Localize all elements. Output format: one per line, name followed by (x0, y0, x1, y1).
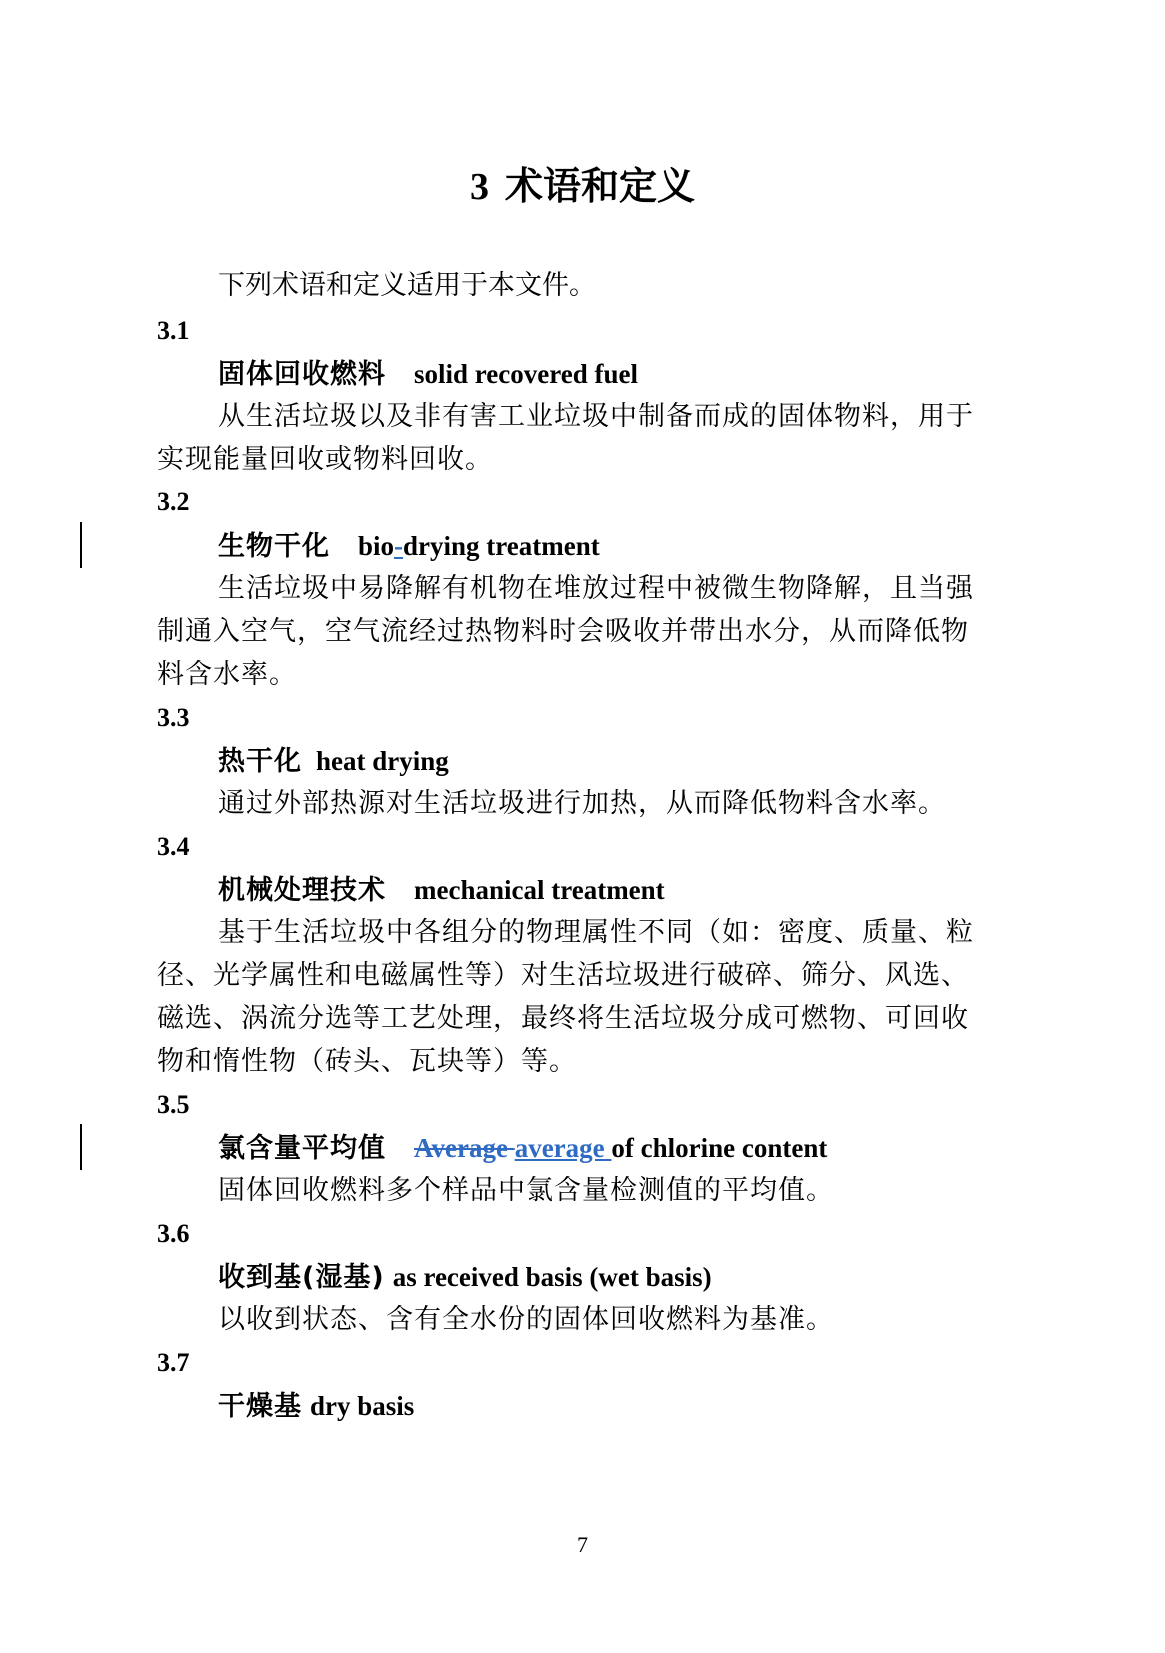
term-english: as received basis (wet basis) (392, 1262, 712, 1292)
page-number: 7 (577, 1532, 588, 1557)
term-heading (218, 1257, 712, 1298)
term-number: 3.5 (157, 1090, 190, 1119)
term-definition: 生活垃圾中易降解有机物在堆放过程中被微生物降解，且当强 (218, 573, 974, 604)
term-number: 3.6 (157, 1219, 190, 1248)
term-heading (218, 354, 638, 395)
term-english: heat drying (316, 746, 449, 776)
term-english-part: bio (358, 531, 395, 561)
term-english: solid recovered fuel (414, 359, 638, 389)
term-chinese: 生物干化 (218, 531, 330, 562)
term-english (358, 531, 600, 561)
term-english: mechanical treatment (414, 875, 665, 905)
term-definition: 通过外部热源对生活垃圾进行加热，从而降低物料含水率。 (218, 788, 946, 819)
term-chinese: 干燥基 (218, 1391, 302, 1422)
term-chinese: 热干化 (218, 746, 302, 777)
term-heading (218, 870, 665, 911)
term-heading (218, 741, 449, 782)
inserted-text: average (514, 1133, 612, 1163)
term-definition: 制通入空气，空气流经过热物料时会吸收并带出水分，从而降低物 (157, 616, 969, 647)
term-definition: 径、光学属性和电磁属性等）对生活垃圾进行破碎、筛分、风选、 (157, 960, 969, 991)
change-bar (80, 1124, 82, 1170)
term-definition: 以收到状态、含有全水份的固体回收燃料为基准。 (218, 1304, 834, 1335)
inserted-text: - (394, 531, 404, 561)
term-english (414, 1133, 827, 1163)
term-chinese: 机械处理技术 (218, 875, 386, 906)
term-english-part: of chlorine content (611, 1133, 828, 1163)
term-heading (218, 1128, 827, 1169)
term-number: 3.2 (157, 487, 190, 516)
term-number: 3.3 (157, 703, 190, 732)
term-number: 3.7 (157, 1348, 190, 1377)
term-definition: 物和惰性物（砖头、瓦块等）等。 (157, 1046, 577, 1077)
term-chinese: 固体回收燃料 (218, 359, 386, 390)
section-title (0, 160, 1165, 213)
deleted-text: Average (414, 1133, 515, 1163)
term-english: dry basis (310, 1391, 415, 1421)
term-definition: 实现能量回收或物料回收。 (157, 444, 493, 475)
term-definition: 基于生活垃圾中各组分的物理属性不同（如：密度、质量、粒 (218, 917, 974, 948)
term-definition: 磁选、涡流分选等工艺处理，最终将生活垃圾分成可燃物、可回收 (157, 1003, 969, 1034)
term-heading (218, 1386, 414, 1427)
term-chinese: 收到基(湿基) (218, 1262, 385, 1293)
term-chinese: 氯含量平均值 (218, 1133, 386, 1164)
section-number: 3 (469, 166, 489, 208)
term-number: 3.4 (157, 832, 190, 861)
term-definition: 料含水率。 (157, 659, 297, 690)
term-number: 3.1 (157, 316, 190, 345)
intro-paragraph: 下列术语和定义适用于本文件。 (218, 270, 596, 301)
term-definition: 从生活垃圾以及非有害工业垃圾中制备而成的固体物料，用于 (218, 401, 974, 432)
term-definition: 固体回收燃料多个样品中氯含量检测值的平均值。 (218, 1175, 834, 1206)
term-english-part: drying treatment (403, 531, 600, 561)
term-heading (218, 526, 600, 567)
section-heading: 术语和定义 (504, 163, 695, 208)
change-bar (80, 522, 82, 568)
